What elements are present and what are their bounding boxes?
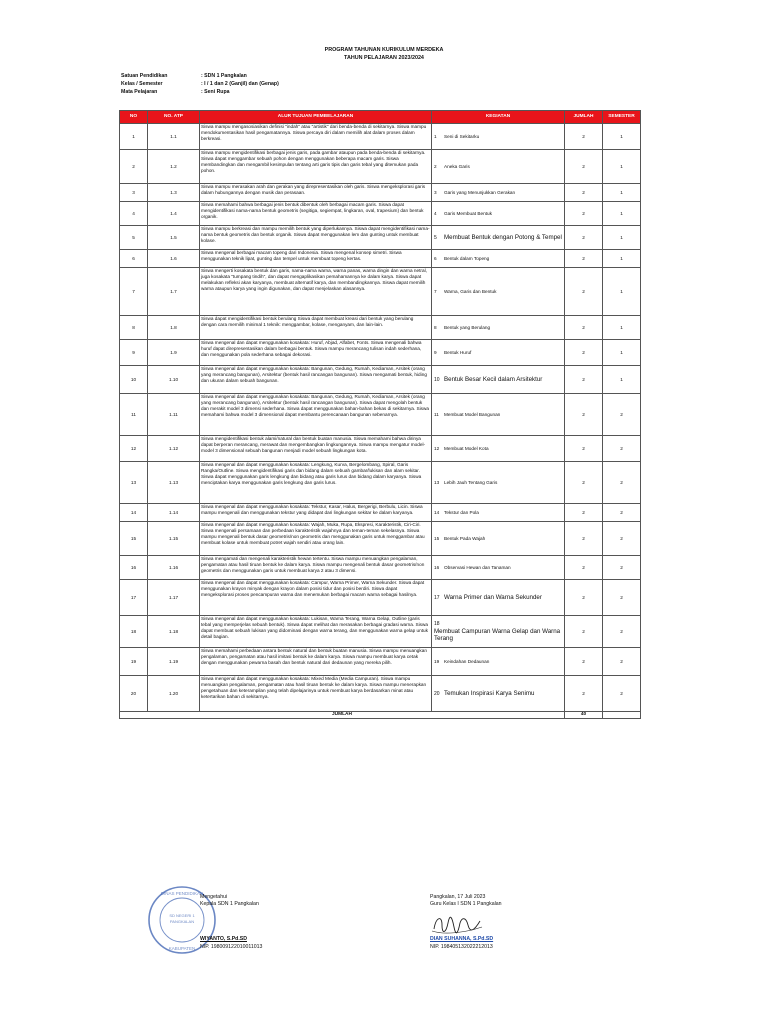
cell-jumlah: 2 bbox=[565, 580, 603, 616]
kegiatan-number: 20 bbox=[434, 690, 440, 697]
cell-semester: 1 bbox=[603, 124, 641, 150]
cell-no: 9 bbox=[120, 340, 148, 366]
cell-kegiatan bbox=[432, 202, 565, 226]
table-footer-row bbox=[120, 712, 641, 719]
kelas-value: : I / 1 dan 2 (Ganjil) dan (Genap) bbox=[201, 80, 279, 87]
cell-semester: 2 bbox=[603, 436, 641, 462]
header-no: NO bbox=[120, 111, 148, 124]
cell-jumlah: 2 bbox=[565, 616, 603, 648]
cell-atp: 1.7 bbox=[148, 268, 200, 316]
cell-semester: 1 bbox=[603, 316, 641, 340]
cell-semester: 2 bbox=[603, 616, 641, 648]
signature-right bbox=[430, 894, 502, 951]
table-row bbox=[120, 150, 641, 184]
kegiatan-text: Bentuk Huruf bbox=[444, 349, 472, 355]
cell-alur: Siswa mengenal dan dapat menggunakan kosakata: Bangunan, Gedung, Rumah, Kediaman, Arsitek (orang yang merancang bangunan), Arsitektur (bentuk hasil rancangan bangunan). Siswa dapat mengolah bentuk dan merakit model 3 dimensi sederhana. Siswa dapat menggunakan bahan-bahan bekas di sekitarnya. Siswa memahami bahwa model 3 dimensional dapat membantu perencanaan bangunan sebenarnya. bbox=[200, 394, 432, 436]
satuan-label: Satuan Pendidikan bbox=[121, 73, 168, 79]
cell-jumlah: 2 bbox=[565, 226, 603, 250]
signature-left-name: WIYANTO, S.Pd.SD bbox=[200, 936, 247, 943]
cell-no: 3 bbox=[120, 184, 148, 202]
cell-alur: Siswa dapat mengidentifikasi bentuk berulang Siswa dapat membuat kreasi dari bentuk yang berulang dengan cara memilih minimal 1 teknik: menggambar, kolase, menganyam, dan lain-lain. bbox=[200, 316, 432, 340]
table-row bbox=[120, 648, 641, 676]
cell-no: 6 bbox=[120, 250, 148, 268]
signature-left-line1: Mengetahui bbox=[200, 894, 228, 900]
kegiatan-number: 6 bbox=[434, 255, 437, 261]
kegiatan-number: 8 bbox=[434, 324, 437, 330]
table-row bbox=[120, 580, 641, 616]
table-row bbox=[120, 556, 641, 580]
cell-alur: Siswa mampu mengidentifikasi berbagai jenis garis, pada gambar ataupun pada benda-benda di sekitarnya. Siswa dapat menggambar sebuah pohon dengan menggunakan beberapa macam garis. Siswa membandingkan dan mengambil kesimpulan tentang arti garis tipis dan garis tebal yang ditemukan pada pohon. bbox=[200, 150, 432, 184]
signature-right-line1: Pangkalan, 17 Juli 2023 bbox=[430, 894, 486, 900]
cell-kegiatan bbox=[432, 340, 565, 366]
table-row bbox=[120, 366, 641, 394]
footer-empty bbox=[603, 712, 641, 719]
signature-left-nip: NIP. 198009122010011013 bbox=[200, 943, 263, 950]
cell-alur: Siswa mengenal dan dapat menggunakan kosakata: Lukisan, Warna Terang, Warna Gelap, Outline (garis tebal yang memperjelas sebuah bentuk). Siswa dapat melihat dan merasakan berbagai gradasi warna. Siswa dapat membuat sebuah lukisan yang didominasi dengan warna terang, dan menggunakan warna gelap untuk detail bagian. bbox=[200, 616, 432, 648]
cell-alur: Siswa mengenal dan dapat menggunakan kosakata: Bangunan, Gedung, Rumah, Kediaman, Arsitek (orang yang merancang bangunan), Arsitektur (bentuk hasil rancangan bangunan). Siswa mengamati bentuk, hiding dan ukuran dalam sebuah bangunan. bbox=[200, 366, 432, 394]
cell-semester: 1 bbox=[603, 250, 641, 268]
kegiatan-text: Temukan Inspirasi Karya Senimu bbox=[444, 689, 535, 697]
cell-semester: 2 bbox=[603, 676, 641, 712]
kegiatan-text: Lebih Jauh Tentang Garis bbox=[444, 479, 498, 485]
table-header-row bbox=[120, 111, 641, 124]
table-row bbox=[120, 316, 641, 340]
table-row bbox=[120, 226, 641, 250]
cell-alur: Siswa mengenal dan dapat menggunakan kosakata: Campur, Warna Primer, Warna Sekunder. Siswa dapat menggunakan krayon minyak dengan krayon dalam posisi tidur dan posisi berdiri. Siswa dapat mengeksplorasi proses pencampuran warna dan menemukan berbagai macam warna sebagai hasilnya. bbox=[200, 580, 432, 616]
kegiatan-text: Membuat Bentuk dengan Potong & Tempel bbox=[444, 233, 562, 241]
cell-alur: Siswa memahami perbedaan antara bentuk natural dan bentuk buatan manusia. Siswa mampu menuangkan pengalaman, pengamatan atau hasil imitasi bentuk ke dalam karya. Siswa mampu membuat karya cetak dengan menggunakan pewarna basah dan bentuk natural dari dedaunan yang mereka pilih. bbox=[200, 648, 432, 676]
cell-jumlah: 2 bbox=[565, 268, 603, 316]
cell-jumlah: 2 bbox=[565, 676, 603, 712]
signature-right-line2: Guru Kelas I SDN 1 Pangkalan bbox=[430, 901, 502, 908]
cell-semester: 2 bbox=[603, 580, 641, 616]
cell-jumlah: 2 bbox=[565, 366, 603, 394]
cell-no: 15 bbox=[120, 522, 148, 556]
kegiatan-number: 3 bbox=[434, 189, 437, 195]
signature-left bbox=[200, 894, 262, 951]
cell-kegiatan bbox=[432, 226, 565, 250]
kegiatan-text: Garis Membuat Bentuk bbox=[444, 210, 492, 216]
document-meta bbox=[121, 73, 279, 96]
cell-kegiatan bbox=[432, 124, 565, 150]
title-line-2: TAHUN PELAJARAN 2023/2024 bbox=[344, 55, 424, 61]
table-row bbox=[120, 268, 641, 316]
cell-atp: 1.8 bbox=[148, 316, 200, 340]
header-semester: SEMESTER bbox=[603, 111, 641, 124]
cell-no: 17 bbox=[120, 580, 148, 616]
table-row bbox=[120, 394, 641, 436]
cell-no: 12 bbox=[120, 436, 148, 462]
cell-jumlah: 2 bbox=[565, 522, 603, 556]
table-row bbox=[120, 202, 641, 226]
kegiatan-number: 9 bbox=[434, 349, 437, 355]
cell-no: 8 bbox=[120, 316, 148, 340]
signature-right-name: DIAN SUHANNA, S.Pd.SD bbox=[430, 936, 494, 943]
kegiatan-number: 4 bbox=[434, 210, 437, 216]
cell-atp: 1.6 bbox=[148, 250, 200, 268]
cell-kegiatan bbox=[432, 616, 565, 648]
satuan-value: : SDN 1 Pangkalan bbox=[201, 73, 247, 79]
cell-jumlah: 2 bbox=[565, 504, 603, 522]
cell-atp: 1.5 bbox=[148, 226, 200, 250]
svg-text:DINAS PENDIDIKAN: DINAS PENDIDIKAN bbox=[160, 891, 204, 896]
cell-no: 19 bbox=[120, 648, 148, 676]
cell-semester: 2 bbox=[603, 556, 641, 580]
cell-kegiatan bbox=[432, 504, 565, 522]
cell-no: 1 bbox=[120, 124, 148, 150]
cell-atp: 1.20 bbox=[148, 676, 200, 712]
cell-no: 13 bbox=[120, 462, 148, 504]
kegiatan-text: Membuat Model Kota bbox=[444, 445, 489, 451]
cell-no: 11 bbox=[120, 394, 148, 436]
cell-semester: 1 bbox=[603, 150, 641, 184]
kegiatan-text: Warna Primer dan Warna Sekunder bbox=[444, 593, 542, 601]
cell-atp: 1.19 bbox=[148, 648, 200, 676]
table-row bbox=[120, 462, 641, 504]
table-row bbox=[120, 124, 641, 150]
table-row bbox=[120, 676, 641, 712]
cell-semester: 1 bbox=[603, 268, 641, 316]
cell-no: 16 bbox=[120, 556, 148, 580]
kegiatan-number: 7 bbox=[434, 288, 437, 294]
signature-right-nip: NIP. 198405132022212013 bbox=[430, 943, 493, 950]
cell-alur: Siswa mengerti kosakata bentuk dan garis, nama-nama warna, warna panas, warna dingin dan warna netral, juga kosakata "tumpang tindih", dan dapat mengaplikasikan pemahamannya ke dalam karya. Siswa dapat melakukan refleksi akan karyanya, membuat alternatif karya, dan membandingkannya. Siswa dapat memilih warna ataupun karya yang ingin digunakan, dan dapat menjelaskan alasannya. bbox=[200, 268, 432, 316]
table-row bbox=[120, 436, 641, 462]
kegiatan-text: Garis yang Menunjukkan Gerakan bbox=[444, 189, 516, 195]
cell-jumlah: 2 bbox=[565, 462, 603, 504]
cell-atp: 1.17 bbox=[148, 580, 200, 616]
kegiatan-number: 12 bbox=[434, 445, 440, 451]
svg-text:SD NEGERI 1: SD NEGERI 1 bbox=[169, 913, 195, 918]
cell-jumlah: 2 bbox=[565, 394, 603, 436]
cell-alur: Siswa memahami bahwa berbagai jenis bentuk dibentuk oleh berbagai macam garis. Siswa dapat mengidentifikasi nama-nama bentuk geometris (segitiga, segiempat, lingkaran, oval, trapesium) dan bentuk organik. bbox=[200, 202, 432, 226]
kegiatan-text: Membuat Campuran Warna Gelap dan Warna Terang bbox=[434, 627, 561, 642]
kegiatan-number: 13 bbox=[434, 479, 440, 485]
kegiatan-text: Bentuk yang Berulang bbox=[444, 324, 491, 330]
cell-alur: Siswa mengamati dan mengenali karakteristik hewan tertentu. Siswa mampu menuangkan pengalaman, pengamatan atau hasil tiruan bentuk ke dalam karya. Siswa mampu mengenali bentuk dasar geometris/non geometris dan menggunakan garis untuk membuat karya 2 atau 3 dimensi. bbox=[200, 556, 432, 580]
cell-no: 20 bbox=[120, 676, 148, 712]
cell-atp: 1.9 bbox=[148, 340, 200, 366]
cell-jumlah: 2 bbox=[565, 250, 603, 268]
kegiatan-text: Bentuk dalam Topeng bbox=[444, 255, 490, 261]
cell-jumlah: 2 bbox=[565, 184, 603, 202]
cell-semester: 2 bbox=[603, 504, 641, 522]
cell-no: 2 bbox=[120, 150, 148, 184]
mapel-label: Mata Pelajaran bbox=[121, 88, 158, 95]
table-row bbox=[120, 504, 641, 522]
cell-kegiatan bbox=[432, 580, 565, 616]
cell-alur: Siswa mengenal dan dapat menggunakan kosakata: Huruf, Abjad, Alfabet, Fonts. Siswa mengenali bahwa huruf dapat direpresentasikan dalam berbagai bentuk. Siswa mampu merancang tulisan indah sederhana, dan menggunakan pola sederhana sebagai dekorasi. bbox=[200, 340, 432, 366]
cell-kegiatan bbox=[432, 648, 565, 676]
cell-jumlah: 2 bbox=[565, 124, 603, 150]
cell-atp: 1.2 bbox=[148, 150, 200, 184]
cell-jumlah: 2 bbox=[565, 150, 603, 184]
kegiatan-text: Bentuk Besar Kecil dalam Arsitektur bbox=[444, 375, 543, 383]
table-row bbox=[120, 250, 641, 268]
cell-atp: 1.18 bbox=[148, 616, 200, 648]
svg-text:PANGKALAN: PANGKALAN bbox=[169, 919, 195, 924]
cell-atp: 1.15 bbox=[148, 522, 200, 556]
cell-atp: 1.10 bbox=[148, 366, 200, 394]
cell-atp: 1.12 bbox=[148, 436, 200, 462]
svg-text:KABUPATEN: KABUPATEN bbox=[168, 946, 196, 951]
cell-semester: 2 bbox=[603, 462, 641, 504]
cell-alur: Siswa mengenal dan dapat menggunakan kosakata: Lengkung, Kurva, Bergelombang, Spiral, Garis Rangka/Outline. Siswa mengidentifikasi garis dan bidang dalam sebuah gambar/lukisan dan alam sekitar. Siswa dapat menggunakan garis lengkung dan bidang atau garis lurus dan bidang dalam karyanya. Siswa menciptakan karya menggunakan garis lengkung dan garis lurus. bbox=[200, 462, 432, 504]
cell-semester: 2 bbox=[603, 522, 641, 556]
kegiatan-text: Seni di Sekitarku bbox=[444, 133, 480, 139]
cell-kegiatan bbox=[432, 522, 565, 556]
kegiatan-text: Keindahan Dedaunan bbox=[444, 658, 490, 664]
mapel-value: : Seni Rupa bbox=[201, 88, 230, 95]
table-row bbox=[120, 184, 641, 202]
cell-kegiatan bbox=[432, 436, 565, 462]
cell-kegiatan bbox=[432, 394, 565, 436]
kelas-label: Kelas / Semester bbox=[121, 80, 163, 87]
kegiatan-text: Bentuk Pada Wajah bbox=[444, 535, 486, 541]
document-title bbox=[0, 46, 768, 62]
kegiatan-text: Observasi Hewan dan Tanaman bbox=[444, 564, 511, 570]
cell-jumlah: 2 bbox=[565, 340, 603, 366]
cell-semester: 1 bbox=[603, 202, 641, 226]
cell-no: 7 bbox=[120, 268, 148, 316]
cell-atp: 1.14 bbox=[148, 504, 200, 522]
kegiatan-number: 10 bbox=[434, 376, 440, 383]
kegiatan-text: Tekstur dan Pola bbox=[444, 509, 479, 515]
cell-atp: 1.3 bbox=[148, 184, 200, 202]
kegiatan-text: Aneka Garis bbox=[444, 163, 470, 169]
cell-kegiatan bbox=[432, 366, 565, 394]
footer-total: 40 bbox=[565, 712, 603, 719]
cell-atp: 1.4 bbox=[148, 202, 200, 226]
cell-atp: 1.16 bbox=[148, 556, 200, 580]
table-row bbox=[120, 616, 641, 648]
cell-kegiatan bbox=[432, 462, 565, 504]
program-table bbox=[119, 110, 641, 719]
cell-atp: 1.1 bbox=[148, 124, 200, 150]
kegiatan-number: 11 bbox=[434, 411, 439, 417]
kegiatan-number: 19 bbox=[434, 658, 440, 664]
header-alur: ALUR TUJUAN PEMBELAJARAN bbox=[200, 111, 432, 124]
cell-semester: 1 bbox=[603, 184, 641, 202]
header-atp: NO. ATP bbox=[148, 111, 200, 124]
kegiatan-text: Warna, Garis dan Bentuk bbox=[444, 288, 497, 294]
cell-semester: 1 bbox=[603, 226, 641, 250]
kegiatan-number: 16 bbox=[434, 564, 440, 570]
cell-jumlah: 2 bbox=[565, 436, 603, 462]
cell-kegiatan bbox=[432, 184, 565, 202]
cell-atp: 1.13 bbox=[148, 462, 200, 504]
table-row bbox=[120, 522, 641, 556]
cell-alur: Siswa mengenal dan dapat menggunakan kosakata: Wajah, Muka, Rupa, Ekspresi, Karakteristik, Ciri-Ciri. Siswa mengenali persamaan dan perbedaan karakteristik wajahnya dan teman-teman sekelasnya. Siswa mampu mengenali bentuk dasar geometris/non geometris dan menggunakan garis untuk menggambar atau membuat kolase untuk membuat potret wajah sendiri atau orang lain. bbox=[200, 522, 432, 556]
cell-alur: Siswa mampu mengasosiasikan definisi "indah" atau "artistik" dari benda-benda di sekitarnya. Siswa mampu mendokumentasikan hasil pengamatannya. Siswa percaya diri dalam memilih alat dalam proses dalam berkreasi. bbox=[200, 124, 432, 150]
title-line-1: PROGRAM TAHUNAN KURIKULUM MERDEKA bbox=[324, 47, 444, 53]
cell-alur: Siswa mengidentifikasi bentuk alami/natural dan bentuk buatan manusia. Siswa memahami bahwa dirinya dapat berperan merancang, merawat dan mengembangkan lingkungannya. Siswa mampu mengatur model-model 3 dimensional sebuah bangunan menjadi model sebuah lingkungan kota. bbox=[200, 436, 432, 462]
cell-alur: Siswa mengenal berbagai macam topeng dari Indonesia. Siswa mengenal konsep simetri. Siswa menggunakan teknik lipat, gunting dan tempel untuk membuat topeng kertas. bbox=[200, 250, 432, 268]
signature-left-line2: Kepala SDN 1 Pangkalan bbox=[200, 901, 259, 908]
cell-jumlah: 2 bbox=[565, 556, 603, 580]
cell-jumlah: 2 bbox=[565, 648, 603, 676]
cell-atp: 1.11 bbox=[148, 394, 200, 436]
kegiatan-number: 2 bbox=[434, 163, 437, 169]
cell-alur: Siswa mampu berkreasi dan mampu memilih bentuk yang diperlukannya. Siswa dapat mengidentifikasi nama-nama bentuk geometris dan bentuk organik. Siswa dapat menggunakan lem dan gunting untuk membuat kolase. bbox=[200, 226, 432, 250]
cell-kegiatan bbox=[432, 556, 565, 580]
header-jumlah: JUMLAH bbox=[565, 111, 603, 124]
cell-alur: Siswa mampu merasakan arah dan gerakan yang direpresentasikan oleh garis. Siswa mengeksplorasi garis dalam hubungannya dengan musik dan perasaan. bbox=[200, 184, 432, 202]
cell-alur: Siswa mengenal dan dapat menggunakan kosakata: Tekstur, Kasar, Halus, Bergerigi, Berbulu, Licin. Siswa mampu mengenali dan menggunakan tekstur yang didapat dari lingkungan sekitar ke dalam karyanya. bbox=[200, 504, 432, 522]
cell-no: 10 bbox=[120, 366, 148, 394]
cell-kegiatan bbox=[432, 268, 565, 316]
kegiatan-number: 18 bbox=[434, 621, 440, 628]
cell-no: 18 bbox=[120, 616, 148, 648]
footer-label: JUMLAH bbox=[120, 712, 565, 719]
cell-kegiatan bbox=[432, 150, 565, 184]
kegiatan-number: 5 bbox=[434, 234, 437, 241]
cell-kegiatan bbox=[432, 316, 565, 340]
kegiatan-number: 1 bbox=[434, 133, 437, 139]
cell-kegiatan bbox=[432, 250, 565, 268]
cell-semester: 2 bbox=[603, 394, 641, 436]
cell-kegiatan bbox=[432, 676, 565, 712]
cell-no: 14 bbox=[120, 504, 148, 522]
cell-semester: 1 bbox=[603, 340, 641, 366]
cell-jumlah: 2 bbox=[565, 316, 603, 340]
header-kegiatan: KEGIATAN bbox=[432, 111, 565, 124]
cell-alur: Siswa mengenal dan dapat menggunakan kosakata: Mixed Media (Media Campuran). Siswa mampu menuangkan pengalaman, pengamatan atau hasil tiruan bentuk ke dalam karya. Siswa mampu menerapkan pengetahuan dan keterampilan yang telah dipelajarinya untuk membuat karya berdasarkan minat atau ketertarikan bahan di sekitarnya. bbox=[200, 676, 432, 712]
cell-semester: 1 bbox=[603, 366, 641, 394]
cell-no: 5 bbox=[120, 226, 148, 250]
cell-semester: 2 bbox=[603, 648, 641, 676]
kegiatan-text: Membuat Model Bangunan bbox=[444, 411, 501, 417]
cell-no: 4 bbox=[120, 202, 148, 226]
kegiatan-number: 14 bbox=[434, 509, 440, 515]
kegiatan-number: 15 bbox=[434, 535, 440, 541]
cell-jumlah: 2 bbox=[565, 202, 603, 226]
kegiatan-number: 17 bbox=[434, 594, 440, 601]
table-row bbox=[120, 340, 641, 366]
